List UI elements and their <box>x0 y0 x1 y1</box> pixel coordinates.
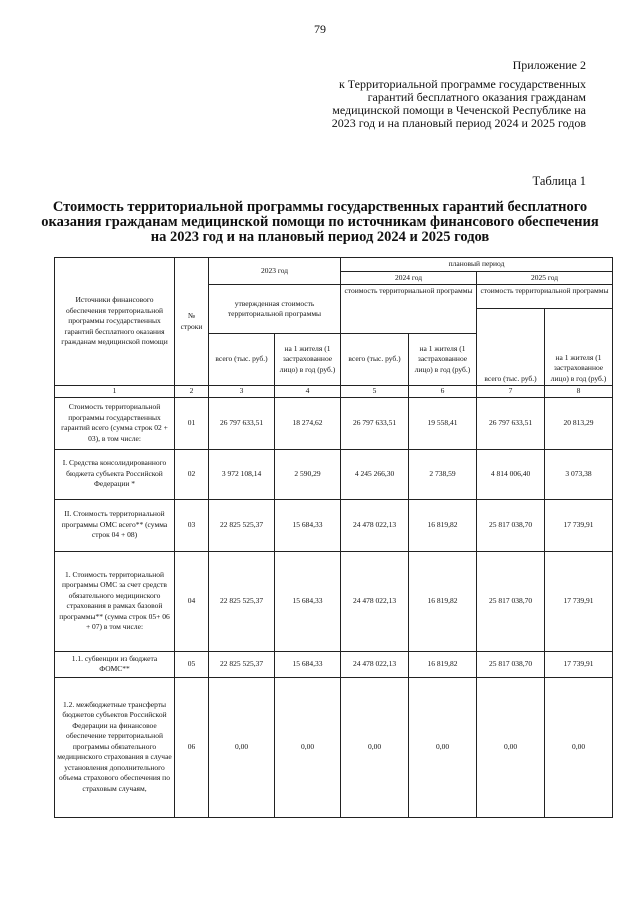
cell-total-2024: 24 478 022,13 <box>341 499 409 551</box>
cell-per-resident-2023: 0,00 <box>275 677 341 817</box>
document-title: Стоимость территориальной программы государственных гарантий бесплатного оказания гражданам медицинской помощи по источникам финансового обеспечения на 2023 год и на плановый период 2024 и 2025 годов <box>41 199 599 245</box>
cell-total-2024: 0,00 <box>341 677 409 817</box>
header-approved-cost: утвержденная стоимость территориальной программы <box>209 285 341 334</box>
row-code: 03 <box>175 499 209 551</box>
header-year-2025: 2025 год <box>477 271 613 285</box>
cell-total-2023: 22 825 525,37 <box>209 499 275 551</box>
cell-per-resident-2023: 15 684,33 <box>275 651 341 677</box>
row-code: 06 <box>175 677 209 817</box>
page-number: 79 <box>314 22 326 36</box>
column-number: 3 <box>209 386 275 398</box>
cell-per-resident-2025: 20 813,29 <box>545 397 613 449</box>
cell-total-2025: 25 817 038,70 <box>477 551 545 651</box>
row-code: 01 <box>175 397 209 449</box>
column-number: 8 <box>545 386 613 398</box>
header-planned-period: плановый период <box>341 258 613 272</box>
cell-per-resident-2024: 2 738,59 <box>409 449 477 499</box>
header-per-resident-2023: на 1 жителя (1 застрахованное лицо) в год (руб.) <box>275 334 341 386</box>
header-year-2024: 2024 год <box>341 271 477 285</box>
row-name: 1. Стоимость территориальной программы ОМС за счет средств обязательного медицинского страхования в рамках базовой программы** (сумма строк 05+ 06 + 07) в том числе: <box>55 551 175 651</box>
cell-per-resident-2023: 2 590,29 <box>275 449 341 499</box>
table-row <box>55 499 613 551</box>
financing-table <box>54 257 613 818</box>
row-name: I. Средства консолидированного бюджета субъекта Российской Федерации * <box>55 449 175 499</box>
cell-per-resident-2025: 17 739,91 <box>545 499 613 551</box>
row-code: 04 <box>175 551 209 651</box>
row-code: 05 <box>175 651 209 677</box>
header-total-2024: всего (тыс. руб.) <box>341 334 409 386</box>
table-row <box>55 551 613 651</box>
cell-total-2025: 25 817 038,70 <box>477 499 545 551</box>
header-sources: Источники финансового обеспечения территориальной программы государственных гарантий бесплатного оказания гражданам медицинской помощи <box>55 258 175 386</box>
cell-per-resident-2023: 15 684,33 <box>275 499 341 551</box>
row-name: II. Стоимость территориальной программы ОМС всего** (сумма строк 04 + 08) <box>55 499 175 551</box>
column-number: 2 <box>175 386 209 398</box>
cell-per-resident-2024: 16 819,82 <box>409 551 477 651</box>
appendix-title: Приложение 2 <box>512 58 586 72</box>
header-per-resident-2024: на 1 жителя (1 застрахованное лицо) в год (руб.) <box>409 334 477 386</box>
cell-total-2023: 26 797 633,51 <box>209 397 275 449</box>
cell-total-2023: 3 972 108,14 <box>209 449 275 499</box>
row-code: 02 <box>175 449 209 499</box>
cell-per-resident-2025: 0,00 <box>545 677 613 817</box>
cell-total-2025: 26 797 633,51 <box>477 397 545 449</box>
row-name: 1.2. межбюджетные трансферты бюджетов субъектов Российской Федерации на финансовое обеспечение территориальной программы обязательного медицинского страхования в случае установления дополнительного объема страхового обеспечения по страховым случаям, <box>55 677 175 817</box>
cell-per-resident-2024: 19 558,41 <box>409 397 477 449</box>
table-label: Таблица 1 <box>532 174 586 188</box>
cell-per-resident-2025: 3 073,38 <box>545 449 613 499</box>
cell-per-resident-2025: 17 739,91 <box>545 651 613 677</box>
table-row <box>55 677 613 817</box>
column-number: 5 <box>341 386 409 398</box>
table-row <box>55 651 613 677</box>
header-total-2025: всего (тыс. руб.) <box>477 309 545 386</box>
cell-per-resident-2023: 18 274,62 <box>275 397 341 449</box>
table-row <box>55 397 613 449</box>
column-number: 6 <box>409 386 477 398</box>
column-number: 1 <box>55 386 175 398</box>
column-number: 4 <box>275 386 341 398</box>
cell-total-2024: 4 245 266,30 <box>341 449 409 499</box>
appendix-text: к Территориальной программе государственных гарантий бесплатного оказания гражданам медицинской помощи в Чеченской Республике на 2023 год и на плановый период 2024 и 2025 годов <box>331 77 586 130</box>
header-program-cost-2024: стоимость территориальной программы <box>341 285 477 334</box>
row-name: 1.1. субвенции из бюджета ФОМС** <box>55 651 175 677</box>
column-number: 7 <box>477 386 545 398</box>
header-program-cost-2025: стоимость территориальной программы <box>477 285 613 309</box>
cell-total-2025: 0,00 <box>477 677 545 817</box>
cell-total-2023: 0,00 <box>209 677 275 817</box>
header-total-2023: всего (тыс. руб.) <box>209 334 275 386</box>
header-per-resident-2025: на 1 жителя (1 застрахованное лицо) в год (руб.) <box>545 309 613 386</box>
cell-per-resident-2024: 0,00 <box>409 677 477 817</box>
cell-per-resident-2025: 17 739,91 <box>545 551 613 651</box>
cell-total-2024: 26 797 633,51 <box>341 397 409 449</box>
header-row-number: № строки <box>175 258 209 386</box>
cell-total-2024: 24 478 022,13 <box>341 651 409 677</box>
cell-total-2023: 22 825 525,37 <box>209 651 275 677</box>
cell-total-2023: 22 825 525,37 <box>209 551 275 651</box>
cell-per-resident-2024: 16 819,82 <box>409 499 477 551</box>
header-year-2023: 2023 год <box>209 258 341 285</box>
table-row <box>55 449 613 499</box>
cell-total-2025: 4 814 006,40 <box>477 449 545 499</box>
row-name: Стоимость территориальной программы государственных гарантий всего (сумма строк 02 + 03), в том числе: <box>55 397 175 449</box>
cell-per-resident-2024: 16 819,82 <box>409 651 477 677</box>
cell-total-2024: 24 478 022,13 <box>341 551 409 651</box>
cell-per-resident-2023: 15 684,33 <box>275 551 341 651</box>
cell-total-2025: 25 817 038,70 <box>477 651 545 677</box>
column-number-row <box>55 386 613 398</box>
